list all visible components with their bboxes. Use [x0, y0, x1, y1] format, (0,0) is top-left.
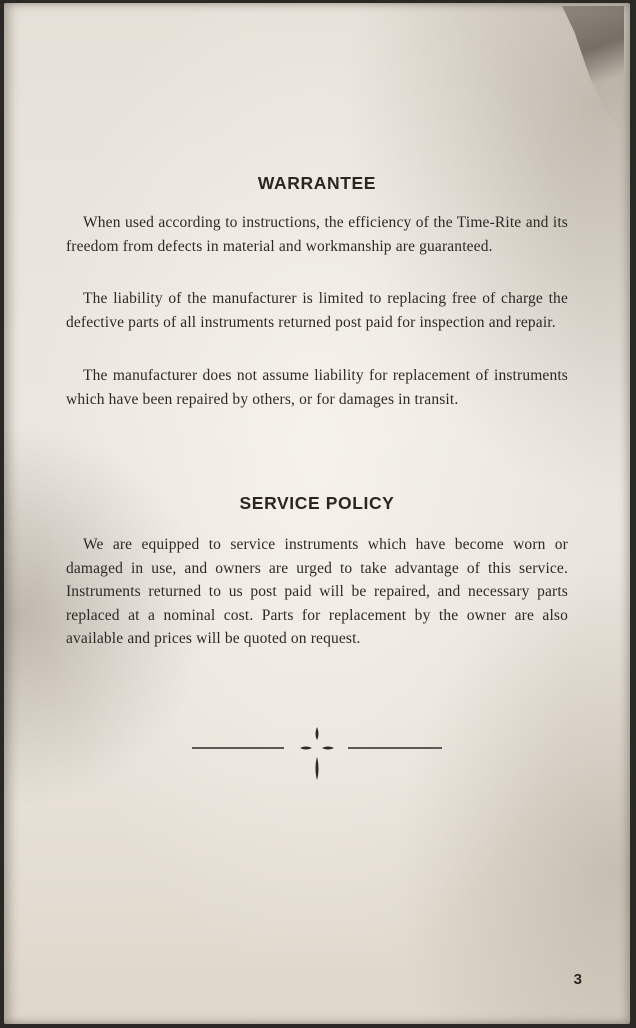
- service-policy-paragraph: We are equipped to service instruments which have become worn or damaged in use, and owners are urged to take advantage of this service. Instruments returned to us post paid will be repaired, and necessary parts replaced at a nominal cost. Parts for replacement by the owner are also available and prices will be quoted on request.: [66, 536, 568, 647]
- warrantee-paragraph-3: The manufacturer does not assume liability for replacement of instruments which have been repaired by others, or for damages in transit.: [66, 367, 568, 408]
- page-number: 3: [573, 971, 582, 988]
- divider-ornament-icon: [192, 723, 442, 783]
- warrantee-heading: WARRANTEE: [257, 173, 377, 193]
- service-policy-heading: SERVICE POLICY: [239, 493, 395, 513]
- worn-corner: [562, 6, 624, 136]
- booklet-page: [4, 3, 630, 1024]
- warrantee-paragraph-2: The liability of the manufacturer is limited to replacing free of charge the defective parts of all instruments returned post paid for inspection and repair.: [66, 290, 568, 331]
- warrantee-paragraph-1: When used according to instructions, the efficiency of the Time-Rite and its freedom from defects in material and workmanship are guaranteed.: [66, 214, 568, 255]
